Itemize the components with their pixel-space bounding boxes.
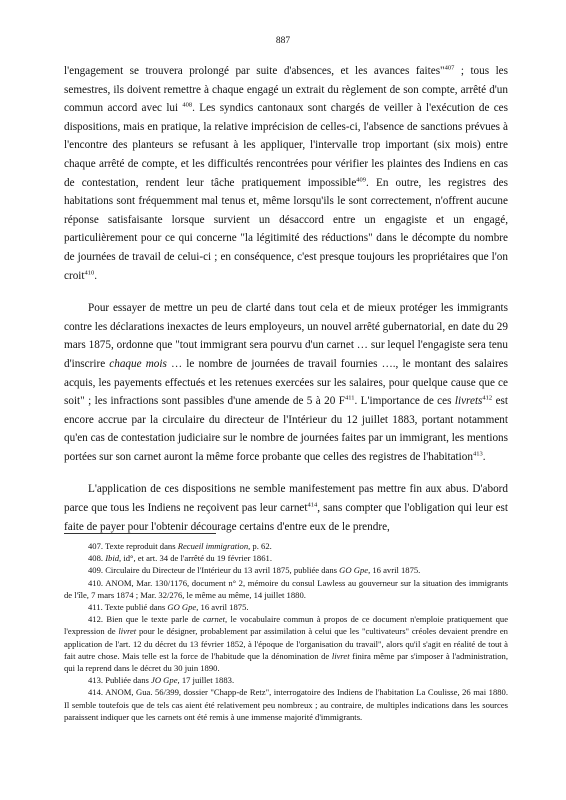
- text-run: 409. Circulaire du Directeur de l'Intérieur du 13 avril 1875, publiée dans: [88, 565, 340, 576]
- text-run: , id°, et art. 34 de l'arrêté du 19 février 1861.: [119, 553, 272, 564]
- italic-text: GO Gpe: [167, 602, 197, 613]
- footnote-separator: [64, 533, 216, 534]
- text-run: . Les syndics cantonaux sont chargés de veiller à l'exécution de ces dispositions, mais en pratique, la relative imprécision de celles-ci, l'absence de sanctions prévues à l'encontre des planteurs se refusant à les appliquer, l'intervalle trop important (six mois) entre chaque arrêté de compte, et les difficultés rencontrées pour vérifier les plaintes des Indiens en cas de contestation, rendent leur tâche pratiquement impossible: [64, 102, 508, 189]
- text-run: 414. ANOM, Gua. 56/399, dossier "Chapp-de Retz", interrogatoire des Indiens de l'habitation La Coulisse, 26 mai 1880. Il semble toutefois que de tels cas aient été relativement peu nombreux ; au contraire, de multiples indications dans les sources paraissent indiquer que les carnets ont été remis à une immense majorité d'immigrants.: [64, 687, 508, 722]
- text-run: 408.: [88, 553, 106, 564]
- footnote: [64, 540, 508, 552]
- text-run: est encore accrue par la circulaire du directeur de l'Intérieur du 12 juillet 1883, portant notamment qu'en cas de contestation judiciaire sur le nombre de journées faites par un immigrant, les mentions portées sur son carnet auront la même force probante que celles des registres de l'habitation: [64, 395, 508, 463]
- text-run: Pour essayer de mettre un peu de clarté dans tout cela et de mieux protéger les immigrants contre les déclarations inexactes de leurs employeurs, un nouvel arrêté gubernatorial, en date du 29 mars 1875, ordonne que "tout immigrant sera pourvu d'un carnet … sur lequel l'engagiste sera tenu d'inscrire: [64, 302, 508, 370]
- footnote-ref: 412: [482, 394, 493, 402]
- footnote: [64, 674, 508, 686]
- italic-text: livret: [331, 650, 350, 661]
- body-text: [64, 62, 508, 536]
- paragraph: [64, 480, 508, 536]
- text-run: , 16 avril 1875.: [196, 602, 249, 613]
- text-run: .: [482, 450, 486, 463]
- footnote-ref: 411: [344, 394, 355, 402]
- text-run: finira même par s'imposer à l'administration, qui la reprend dans le décret du 30 juin 1890.: [64, 650, 508, 674]
- italic-text: livrets: [454, 395, 483, 408]
- footnote-ref: 414: [307, 501, 318, 509]
- footnote: [64, 613, 508, 674]
- footnote: [64, 601, 508, 613]
- text-run: , p. 62.: [248, 541, 272, 551]
- italic-text: livret: [118, 626, 137, 637]
- footnote-ref: 409: [356, 175, 367, 183]
- italic-text: chaque mois: [109, 357, 167, 370]
- text-run: 413. Publiée dans: [88, 675, 152, 686]
- italic-text: Recueil immigration: [177, 541, 249, 551]
- text-run: pour le désigner, probablement par assimilation à celui que les "cultivateurs" créoles devaient prendre en application de l'art. 12 du décret du 13 février 1852, à l'époque de l'organisation du travail", alors qu'il s'agit en réalité de tout à fait autre chose. Mais telle est la force de l'habitude que la dénomination de: [64, 626, 508, 661]
- italic-text: carnet: [203, 614, 225, 625]
- paragraph: [64, 62, 508, 285]
- text-run: , le vocabulaire commun à propos de ce document n'emploie pratiquement que l'expression de: [64, 614, 509, 637]
- page-number: 887: [275, 36, 291, 46]
- paragraph: [64, 299, 508, 466]
- text-run: 407. Texte reproduit dans: [88, 541, 178, 551]
- text-run: l'engagement se trouvera prolongé par suite d'absences, et les avances faites": [64, 65, 445, 77]
- text-run: .: [94, 269, 98, 282]
- text-run: , 17 juillet 1883.: [177, 675, 235, 686]
- text-run: , 16 avril 1875.: [368, 565, 421, 576]
- text-run: 412. Bien que le texte parle de: [88, 614, 204, 625]
- footnote-ref: 408: [182, 101, 193, 109]
- italic-text: GO Gpe: [339, 565, 369, 576]
- footnote-ref: 410: [84, 268, 95, 276]
- text-run: … le nombre de journées de travail fournies …., le montant des salaires acquis, les payements effectués et les retenues exercées sur les salaires, pour quelque cause que ce soit" ; les infractions sont passibles d'une amende de 5 à 20 F: [64, 357, 509, 408]
- footnote: [64, 552, 508, 564]
- text-run: , sans compter que l'obligation qui leur est faite de payer pour l'obtenir décourage certains d'entre eux de le prendre,: [64, 502, 508, 533]
- italic-text: Ibid: [105, 553, 120, 564]
- footnote: [64, 686, 508, 723]
- italic-text: JO Gpe: [151, 675, 178, 686]
- text-run: . En outre, les registres des habitations sont fréquemment mal tenus et, même lorsqu'ils le sont correctement, n'offrent aucune réponse satisfaisante lorsque survient un désaccord entre un engagiste et un engagé, particulièrement pour ce qui concerne "la légitimité des réductions" dans le décompte du nombre de journées de travail de celui-ci ; en conséquence, c'est presque toujours les propriétaires que l'on croit: [64, 176, 508, 282]
- footnotes: [64, 540, 508, 723]
- text-run: . L'importance de ces: [354, 395, 455, 408]
- text-run: L'application de ces dispositions ne semble manifestement pas mettre fin aux abus. D'abord parce que tous les Indiens ne reçoivent pas leur carnet: [64, 483, 508, 515]
- text-run: 410. ANOM, Mar. 130/1176, document n° 2, mémoire du consul Lawless au gouverneur sur la situation des immigrants de l'île, 7 mars 1874 ; Mar. 32/276, le même au même, 14 juillet 1880.: [64, 577, 508, 600]
- text-run: 411. Texte publié dans: [88, 602, 168, 613]
- footnote-ref: 413: [472, 450, 483, 458]
- footnote: [64, 577, 508, 601]
- text-run: ; tous les semestres, ils doivent remettre à chaque engagé un extrait du règlement de son compte, arrêté d'un commun accord avec lui: [64, 65, 509, 115]
- footnote: [64, 564, 508, 576]
- footnote-ref: 407: [444, 64, 455, 72]
